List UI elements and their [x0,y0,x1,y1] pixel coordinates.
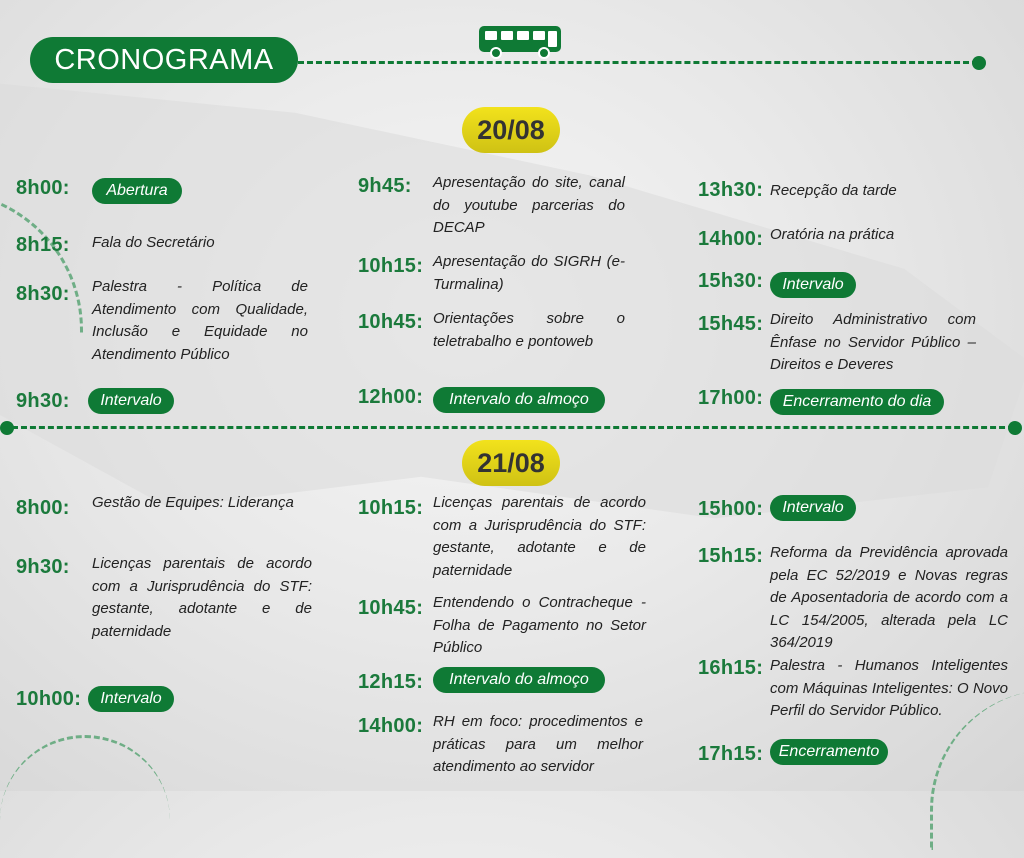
day2-col1-item0-time: 8h00: [16,497,70,519]
day1-col1-item0-time: 8h00: [16,177,70,199]
day2-col3-item0-time: 15h00: [698,498,764,520]
day1-col3-item3-time: 15h45: [698,313,764,335]
day2-col2-item1-text: Entendendo o Contracheque - Folha de Pagamento no Setor Público [433,594,646,656]
day1-col2-item0-time: 9h45: [358,175,412,197]
day2-col2-item0-time: 10h15: [358,497,424,519]
day1-col3-item4-tag: Encerramento do dia [770,389,944,415]
day2-col2-item1-time: 10h45: [358,597,424,619]
day1-col2-item1-text: Apresentação do SIGRH (e-Turmalina) [433,253,625,293]
day2-col3-item0-tag: Intervalo [770,495,856,521]
day1-col1-item3-time: 9h30: [16,390,70,412]
day2-col1-item0-text: Gestão de Equipes: Liderança [92,494,294,511]
day1-date-badge: 20/08 [462,107,560,153]
day1-col3-item0-text: Recepção da tarde [770,182,897,199]
day2-col3-item3-tag: Encerramento [770,739,888,765]
day2-col2-item2-tag: Intervalo do almoço [433,667,605,693]
day2-date-badge: 21/08 [462,440,560,486]
day2-col1-item1-time: 9h30: [16,556,70,578]
day1-col2-item0-text: Apresentação do site, canal do youtube parcerias do DECAP [433,174,625,236]
day2-col2-item3-time: 14h00: [358,715,424,737]
page-title: CRONOGRAMA [30,37,298,83]
day1-col3-item2-tag: Intervalo [770,272,856,298]
day2-col3-item2-time: 16h15: [698,657,764,679]
day1-col3-item0-time: 13h30: [698,179,764,201]
day2-col3-item3-time: 17h15: [698,743,764,765]
separator-right-dot [1008,421,1022,435]
day1-col2-item3-tag: Intervalo do almoço [433,387,605,413]
day2-col2-item2-time: 12h15: [358,671,424,693]
day1-col3-item3-text: Direito Administrativo com Ênfase no Servidor Público – Direitos e Deveres [770,311,976,373]
day1-col3-item2-time: 15h30: [698,270,764,292]
day2-col3-item1-text: Reforma da Previdência aprovada pela EC 52/2019 e Novas regras de Aposentadoria de acordo com a LC 154/2005, alterada pela LC 364/2019 [770,544,1008,651]
day2-col2-item3-text: RH em foco: procedimentos e práticas para um melhor atendimento ao servidor [433,713,643,775]
day2-col1-item1-text: Licenças parentais de acordo com a Jurisprudência do STF: gestante, adotante e de paternidade [92,555,312,640]
header-dashed-line [298,61,978,64]
decorative-dash-arc-bottom-left [0,735,170,858]
day1-col2-item3-time: 12h00: [358,386,424,408]
day1-col3-item4-time: 17h00: [698,387,764,409]
day2-col1-item2-time: 10h00: [16,688,82,710]
day1-col1-item2-text: Palestra - Política de Atendimento com Qualidade, Inclusão e Equidade no Atendimento Público [92,278,308,363]
day-separator-dashed-line [12,426,1014,429]
separator-left-dot [0,421,14,435]
day1-col3-item1-text: Oratória na prática [770,226,895,243]
bus-icon [476,24,564,60]
day1-col2-item2-text: Orientações sobre o teletrabalho e pontoweb [433,310,625,350]
day1-col2-item2-time: 10h45: [358,311,424,333]
header-line-end-dot [972,56,986,70]
day2-col3-item1-time: 15h15: [698,545,764,567]
day1-col3-item1-time: 14h00: [698,228,764,250]
day1-col1-item3-tag: Intervalo [88,388,174,414]
day2-col2-item0-text: Licenças parentais de acordo com a Jurisprudência do STF: gestante, adotante e de paternidade [433,494,646,579]
day2-col3-item2-text: Palestra - Humanos Inteligentes com Máquinas Inteligentes: O Novo Perfil do Servidor Público. [770,657,1008,719]
day1-col1-item0-tag: Abertura [92,178,182,204]
day1-col2-item1-time: 10h15: [358,255,424,277]
day2-col1-item2-tag: Intervalo [88,686,174,712]
day1-col1-item1-text: Fala do Secretário [92,234,215,251]
day1-col1-item2-time: 8h30: [16,283,70,305]
day1-col1-item1-time: 8h15: [16,234,70,256]
